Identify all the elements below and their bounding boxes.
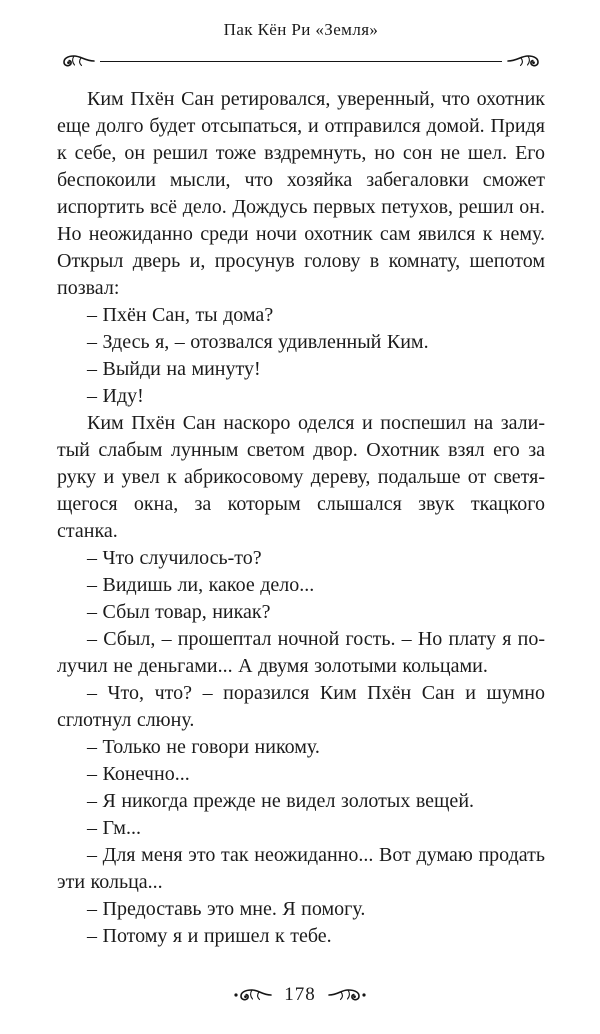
header-ornament-rule <box>59 52 543 70</box>
dialogue-line: – Видишь ли, какое дело... <box>87 574 315 596</box>
dialogue-line: – Иду! <box>87 385 144 407</box>
dialogue-line: – Что случилось-то? <box>87 547 262 569</box>
flourish-icon <box>507 52 543 70</box>
page-number: 178 <box>284 984 316 1005</box>
dialogue-line: – Пхён Сан, ты дома? <box>87 304 274 326</box>
flourish-icon <box>232 987 272 1003</box>
dialogue-line: – Гм... <box>87 817 141 839</box>
page-text <box>57 86 545 950</box>
running-head: Пак Кён Ри «Земля» <box>223 20 379 39</box>
page-footer <box>0 984 600 1006</box>
dialogue-line: – Только не говори никому. <box>87 736 320 758</box>
dialogue-line: – Для меня это так неожиданно... Вот думаю продать эти кольца... <box>57 844 545 893</box>
dialogue-line: – Что, что? – поразился Ким Пхён Сан и шумно сглотнул слюну. <box>57 682 545 731</box>
dialogue-line: – Потому я и пришел к тебе. <box>87 925 332 947</box>
flourish-icon <box>59 52 95 70</box>
paragraph: Ким Пхён Сан ретировался, уверенный, что охотник еще долго будет отсыпаться, и отправился домой. Придя к себе, он решил тоже вздремнуть, но сон не шел. Его беспокоили мысли, что хозяйка забегаловки сможет испортить всё дело. Дождусь первых петухов, решил он. Но неожиданно среди ночи охотник сам явился к нему. Открыл дверь и, просунув голову в комнату, шепотом позвал: <box>57 88 545 299</box>
dialogue-line: – Предоставь это мне. Я помогу. <box>87 898 366 920</box>
dialogue-line: – Здесь я, – отозвался удивленный Ким. <box>87 331 429 353</box>
divider-line <box>100 61 502 62</box>
dialogue-line: – Конечно... <box>87 763 190 785</box>
flourish-icon <box>328 987 368 1003</box>
dialogue-line: – Сбыл товар, никак? <box>87 601 271 623</box>
dialogue-line: – Выйди на минуту! <box>87 358 261 380</box>
dialogue-line: – Я никогда прежде не видел золотых вещей. <box>87 790 475 812</box>
dialogue-line: – Сбыл, – прошептал ночной гость. – Но плату я получил не деньгами... А двумя золотыми кольцами. <box>57 628 545 677</box>
paragraph: Ким Пхён Сан наскоро оделся и поспешил на залитый слабым лунным светом двор. Охотник взял его за руку и увел к абрикосовому дереву, подальше от светящегося окна, за которым слышался звук ткацкого станка. <box>57 412 545 542</box>
